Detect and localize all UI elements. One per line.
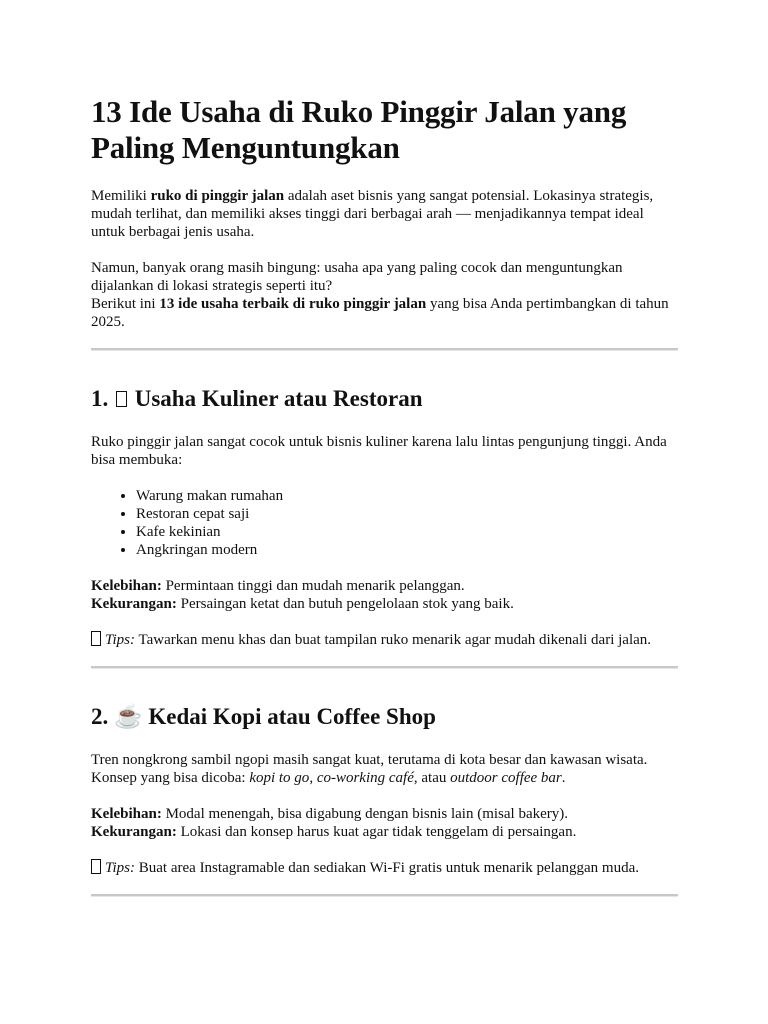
- missing-glyph-icon: [91, 859, 101, 874]
- intro-text: Memiliki: [91, 188, 151, 204]
- intro-text: adalah aset bisnis yang sangat potensial. Lokasinya strategis, mudah terlihat, dan memiliki akses tinggi dari berbagai arah — menjadikannya tempat ideal untuk berbagai jenis usaha.: [91, 188, 654, 240]
- intro-bold: ruko di pinggir jalan: [150, 188, 285, 204]
- section-title: Usaha Kuliner atau Restoran: [134, 386, 423, 411]
- cons-label: Kekurangan:: [91, 824, 177, 840]
- section-heading-2: [91, 703, 678, 731]
- pros-label: Kelebihan:: [91, 806, 162, 822]
- desc-text: Tren nongkrong sambil ngopi masih sangat kuat, terutama di kota besar dan kawasan wisata. Konsep yang bisa dicoba:: [91, 752, 648, 786]
- pros-text: Modal menengah, bisa digabung dengan bisnis lain (misal bakery).: [161, 806, 569, 822]
- tips-text: Buat area Instagramable dan sediakan Wi-Fi gratis untuk menarik pelanggan muda.: [135, 860, 639, 876]
- intro-paragraph-3: [91, 295, 678, 331]
- tips-text: Tawarkan menu khas dan buat tampilan ruko menarik agar mudah dikenali dari jalan.: [135, 632, 652, 648]
- desc-text: ,: [309, 770, 317, 786]
- intro-bold: 13 ide usaha terbaik di ruko pinggir jalan: [159, 296, 427, 312]
- section-description: Ruko pinggir jalan sangat cocok untuk bisnis kuliner karena lalu lintas pengunjung tinggi. Anda bisa membuka:: [91, 434, 667, 468]
- cons-line: [91, 595, 678, 613]
- tips-label: Tips:: [105, 860, 136, 876]
- coffee-icon: ☕: [114, 704, 143, 729]
- tips-line: [91, 631, 678, 649]
- intro-paragraph-1: [91, 187, 678, 241]
- section-heading-1: [91, 385, 678, 413]
- section-title: Kedai Kopi atau Coffee Shop: [148, 704, 436, 729]
- section-number: 2.: [91, 704, 109, 729]
- divider: [91, 666, 678, 669]
- intro-text: Berikut ini: [91, 296, 160, 312]
- page-title: 13 Ide Usaha di Ruko Pinggir Jalan yang Paling Menguntungkan: [91, 94, 627, 165]
- divider: [91, 894, 678, 897]
- missing-glyph-icon: [116, 391, 127, 407]
- pros-text: Permintaan tinggi dan mudah menarik pelanggan.: [161, 578, 465, 594]
- list-item: • Warung makan rumahan: [136, 487, 678, 505]
- pros-line: [91, 805, 678, 823]
- divider: [91, 348, 678, 351]
- cons-line: [91, 823, 678, 841]
- pros-line: [91, 577, 678, 595]
- intro-text: yang bisa Anda pertimbangkan di tahun 2025.: [91, 296, 669, 330]
- list-item: • Restoran cepat saji: [136, 505, 678, 523]
- cons-text: Persaingan ketat dan butuh pengelolaan stok yang baik.: [176, 596, 514, 612]
- article: [91, 94, 678, 897]
- tips-label: Tips:: [105, 632, 136, 648]
- desc-italic: kopi to go: [249, 770, 310, 786]
- missing-glyph-icon: [91, 631, 101, 646]
- desc-italic: co-working café: [316, 770, 414, 786]
- desc-text: .: [561, 770, 566, 786]
- list-item: • Angkringan modern: [136, 541, 678, 559]
- desc-text: , atau: [413, 770, 451, 786]
- cons-text: Lokasi dan konsep harus kuat agar tidak tenggelam di persaingan.: [176, 824, 577, 840]
- tips-line: [91, 859, 678, 877]
- bullet-list: [91, 487, 678, 559]
- pros-label: Kelebihan:: [91, 578, 162, 594]
- desc-italic: outdoor coffee bar: [450, 770, 562, 786]
- list-item: • Kafe kekinian: [136, 523, 678, 541]
- section-number: 1.: [91, 386, 109, 411]
- intro-paragraph-2: Namun, banyak orang masih bingung: usaha apa yang paling cocok dan menguntungkan dijalankan di lokasi strategis seperti itu?: [91, 260, 623, 294]
- cons-label: Kekurangan:: [91, 596, 177, 612]
- section-description: [91, 751, 678, 787]
